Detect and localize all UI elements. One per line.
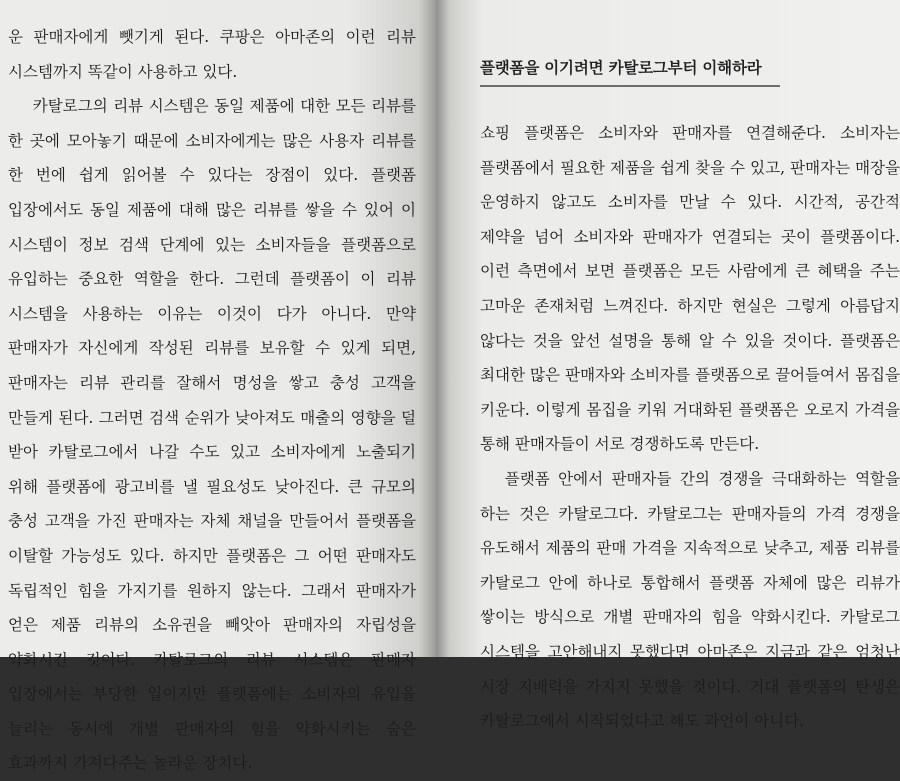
right-page-body bbox=[480, 116, 900, 739]
left-page bbox=[0, 0, 436, 773]
right-paragraph-2: 플랫폼 안에서 판매자들 간의 경쟁을 극대화하는 역할을 하는 것은 카탈로그다. 카탈로그는 판매자들의 가격 경쟁을 유도해서 제품의 판매 가격을 지속적으로 낮추고, 제품 리뷰를 카탈로그 안에 하나로 통합해서 플랫폼 자체에 많은 리뷰가 쌓이는 방식으로 개별 판매자의 힘을 약화시킨다. 카탈로그 시스템을 고안해내지 못했다면 아마존은 지금과 같은 엄청난 시장 지배력을 가지지 못했을 것이다. 거대 플랫폼의 탄생은 카탈로그에서 시작되었다고 해도 과언이 아니다. bbox=[480, 469, 900, 731]
left-paragraph-2: 카탈로그의 리뷰 시스템은 동일 제품에 대한 모든 리뷰를 한 곳에 모아놓기 때문에 소비자에게는 많은 사용자 리뷰를 한 번에 쉽게 읽어볼 수 있다는 장점이 있다. 플랫폼 입장에서도 동일 제품에 대해 많은 리뷰를 쌓을 수 있어 이 시스템이 정보 검색 단계에 있는 소비자들을 플랫폼으로 유입하는 중요한 역할을 한다. 그런데 플랫폼이 이 리뷰 시스템을 사용하는 이유는 이것이 다가 아니다. 만약 판매자가 자신에게 작성된 리뷰를 보유할 수 있게 되면, 판매자는 리뷰 관리를 잘해서 명성을 쌓고 충성 고객을 만들게 된다. 그러면 검색 순위가 낮아져도 매출의 영향을 덜 받아 카탈로그에서 나갈 수도 있고 소비자에게 노출되기 위해 플랫폼에 광고비를 낼 필요성도 낮아진다. 큰 규모의 충성 고객을 가진 판매자는 자체 채널을 만들어서 플랫폼을 이탈할 가능성도 있다. 하지만 플랫폼은 그 어떤 판매자도 독립적인 힘을 가지기를 원하지 않는다. 그래서 판매자가 얻은 제품 리뷰의 소유권을 빼앗아 판매자의 자립성을 약화시킨 것이다. 카탈로그의 리뷰 시스템은 판매자 입장에서는 부당한 일이지만 플랫폼에는 소비자의 유입을 늘리는 동시에 개별 판매자의 힘을 약화시키는 숨은 효과까지 가져다주는 놀라운 장치다. bbox=[8, 97, 416, 773]
left-paragraph-1: 운 판매자에게 뺏기게 된다. 쿠팡은 아마존의 이런 리뷰 시스템까지 똑같이 사용하고 있다. bbox=[8, 28, 416, 81]
right-page bbox=[436, 0, 900, 731]
right-paragraph-1: 쇼핑 플랫폼은 소비자와 판매자를 연결해준다. 소비자는 플랫폼에서 필요한 제품을 쉽게 찾을 수 있고, 판매자는 매장을 운영하지 않고도 소비자를 만날 수 있다. 시간적, 공간적 제약을 넘어 소비자와 판매자가 연결되는 곳이 플랫폼이다. 이런 측면에서 보면 플랫폼은 모든 사람에게 큰 혜택을 주는 고마운 존재처럼 느껴진다. 하지만 현실은 그렇게 아름답지 않다는 것을 앞선 설명을 통해 알 수 있을 것이다. 플랫폼은 최대한 많은 판매자와 소비자를 플랫폼으로 끌어들여서 몸집을 키운다. 이렇게 몸집을 키워 거대화된 플랫폼은 오로지 가격을 통해 판매자들이 서로 경쟁하도록 만든다. bbox=[480, 124, 900, 454]
heading-underline bbox=[480, 85, 780, 87]
section-heading: 플랫폼을 이기려면 카탈로그부터 이해하라 bbox=[480, 59, 762, 77]
left-page-body bbox=[8, 20, 416, 781]
